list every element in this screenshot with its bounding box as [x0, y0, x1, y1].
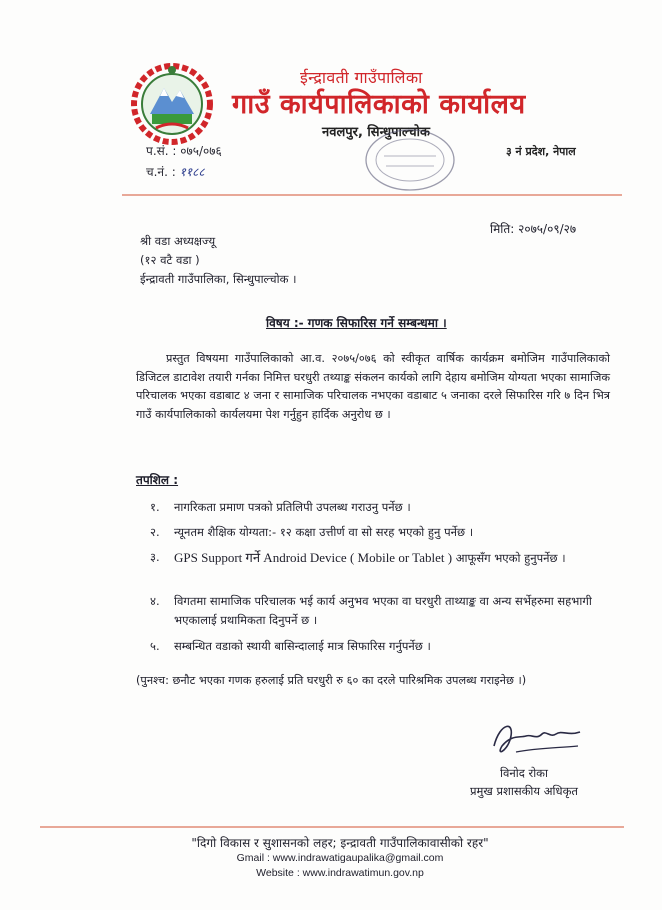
signatory-name: विनोद रोका	[500, 766, 548, 780]
letterhead-province: ३ नं प्रदेश, नेपाल	[506, 145, 576, 158]
letter-body: प्रस्तुत विषयमा गाउँपालिकाको आ.व. २०७५/०७६ को स्वीकृत वार्षिक कार्यक्रम बमोजिम गाउँपालिकाको डिजिटल डाटावेश तयारी गर्नका निमित्त घरधुरी तथ्याङ्क संकलन कार्यको लागि देहाय बमोजिम योग्यता भएका सामाजिक परिचालक भएका वडाबाट ४ जना र सामाजिक परिचालक नभएका वडाबाट ५ जनाका दरले सिफारिस गरि ७ दिन भित्र गाउँ कार्यपालिकाको कार्यलयमा पेश गर्नुहुन हार्दिक अनुरोध छ ।	[136, 352, 610, 421]
letterhead-subtitle: ईन्द्रावती गाउँपालिका	[300, 68, 423, 87]
list-item-text: विगतमा सामाजिक परिचालक भई कार्य अनुभव भएका वा घरधुरी ताथ्याङ्क वा अन्य सर्भेहरुमा सहभागी भएकालाई प्रथामिकता दिनुपर्ने छ ।	[174, 594, 592, 627]
list-item-number: २.	[150, 525, 160, 539]
recipient-block	[140, 232, 296, 289]
list-item-text-latin: GPS Support गर्ने Android Device ( Mobile or Tablet )	[174, 550, 453, 565]
postscript: (पुनश्च: छनौट भएका गणक हरुलाई प्रति घरधुरी रु ६० का दरले पारिश्रमिक उपलब्ध गराइनेछ ।)	[136, 674, 527, 687]
list-item-text: न्यूनतम शैक्षिक योग्यता:- १२ कक्षा उत्तीर्ण वा सो सरह भएको हुनु पर्नेछ ।	[174, 525, 474, 539]
footer-divider	[40, 826, 624, 828]
letterhead-title: गाउँ कार्यपालिकाको कार्यालय	[232, 89, 526, 120]
list-item-number: ५.	[150, 639, 160, 653]
letterhead-address: नवलपुर, सिन्धुपाल्चोक	[322, 125, 431, 140]
list-item	[150, 592, 620, 632]
letter-subject: विषय :- गणक सिफारिस गर्ने सम्बन्धमा ।	[266, 316, 447, 330]
recipient-line: ईन्द्रावती गाउँपालिका, सिन्धुपाल्चोक ।	[140, 272, 297, 286]
recipient-line: श्री वडा अध्यक्षज्यू	[140, 234, 216, 248]
list-item-text-rest: आफूसँग भएको हुनुपर्नेछ ।	[452, 551, 566, 565]
list-item	[150, 523, 620, 543]
list-item-number: १.	[150, 500, 160, 514]
municipality-emblem-icon	[130, 62, 214, 146]
list-item	[150, 498, 620, 518]
dispatch-value: ११८८	[179, 165, 205, 179]
list-item-number: ४.	[150, 594, 160, 608]
footer-slogan: "दिगो विकास र सुशासनको लहर; इन्द्रावती गाउँपालिकावासीको रहर"	[191, 836, 489, 850]
ref-label: प.सं. :	[146, 144, 177, 158]
recipient-line: (१२ वटै वडा )	[140, 253, 200, 267]
footer-gmail: Gmail : www.indrawatigaupalika@gmail.com	[236, 852, 444, 864]
list-item	[150, 637, 620, 657]
signature-icon	[486, 716, 586, 760]
list-item-text	[174, 548, 614, 568]
dispatch-label: च.नं. :	[146, 165, 176, 179]
list-item-text: नागरिकता प्रमाण पत्रको प्रतिलिपी उपलब्ध गराउनु पर्नेछ ।	[174, 500, 411, 514]
details-title: तपशिल :	[136, 473, 179, 487]
office-stamp-icon	[362, 126, 458, 194]
list-item	[150, 548, 620, 588]
list-item-text: सम्बन्धित वडाको स्थायी बासिन्दालाई मात्र सिफारिस गर्नुपर्नेछ ।	[174, 639, 431, 653]
list-item-number: ३.	[150, 550, 160, 564]
signatory-title: प्रमुख प्रशासकीय अधिकृत	[470, 784, 578, 798]
header-divider	[122, 194, 622, 196]
footer-website: Website : www.indrawatimun.gov.np	[256, 867, 424, 879]
letter-date: मिति: २०७५/०९/२७	[490, 222, 577, 236]
dispatch-number	[146, 163, 205, 180]
ref-value: ०७५/०७६	[180, 144, 222, 158]
reference-number	[146, 142, 222, 159]
